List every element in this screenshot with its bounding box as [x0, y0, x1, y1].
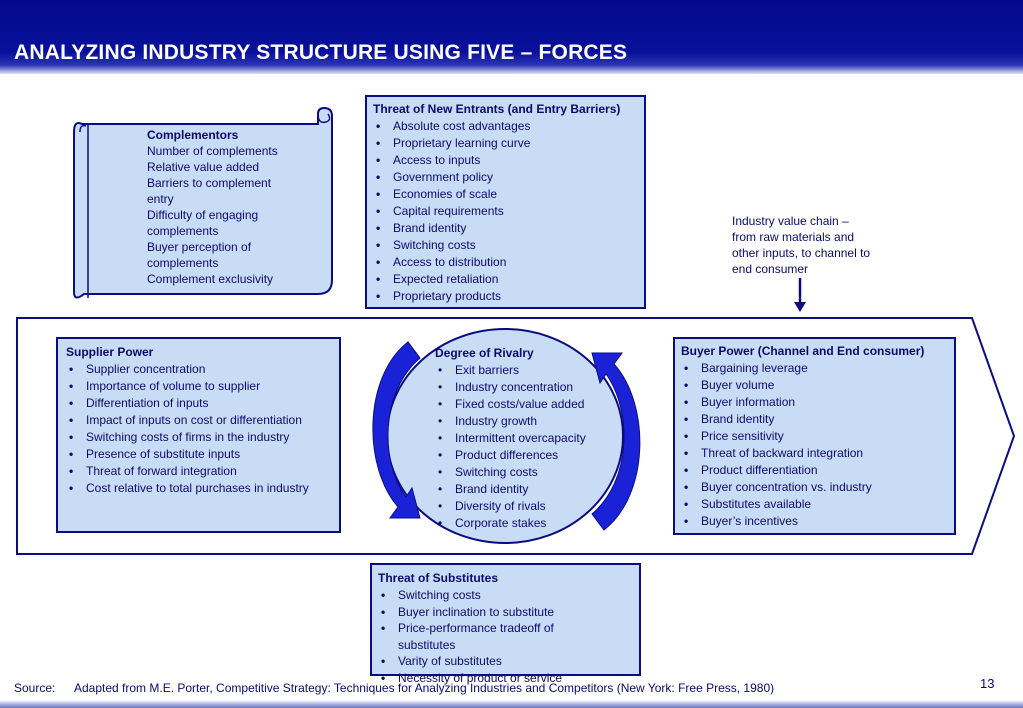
- source-text: Adapted from M.E. Porter, Competitive Strategy: Techniques for Analyzing Industries and Competitors (New York: Free Press, 1980): [74, 681, 775, 695]
- substitutes-item: • Buyer inclination to substitute: [378, 604, 633, 621]
- buyer-power-item: • Buyer information: [681, 394, 948, 411]
- new-entrants-item: • Economies of scale: [373, 186, 638, 203]
- new-entrants-item: • Access to distribution: [373, 254, 638, 271]
- rivalry-item: • Intermittent overcapacity: [438, 431, 586, 445]
- buyer-power-item: • Buyer concentration vs. industry: [681, 479, 948, 496]
- complementors-heading: Complementors: [147, 128, 239, 142]
- rivalry-item: • Exit barriers: [438, 363, 520, 377]
- buyer-power-item: • Buyer’s incentives: [681, 513, 948, 530]
- new-entrants-box: [365, 95, 646, 309]
- new-entrants-item: • Capital requirements: [373, 203, 638, 220]
- complementors-item: complements: [147, 224, 219, 238]
- buyer-power-box: [673, 337, 956, 535]
- supplier-power-item: • Switching costs of firms in the industry: [66, 429, 331, 446]
- buyer-power-item: • Buyer volume: [681, 377, 948, 394]
- buyer-power-item: • Brand identity: [681, 411, 948, 428]
- new-entrants-heading: Threat of New Entrants (and Entry Barriers): [373, 102, 621, 116]
- substitutes-item: • Switching costs: [378, 587, 633, 604]
- supplier-power-item: • Presence of substitute inputs: [66, 446, 331, 463]
- rivalry-item: • Fixed costs/value added: [438, 397, 585, 411]
- rivalry-item: • Product differences: [438, 448, 559, 462]
- substitutes-item: • Price-performance tradeoff of substitutes: [378, 620, 578, 653]
- buyer-power-item: • Product differentiation: [681, 462, 948, 479]
- rivalry-item: • Industry growth: [438, 414, 538, 428]
- complementors-item: entry: [147, 192, 174, 206]
- supplier-power-item: • Impact of inputs on cost or differentiation: [66, 412, 331, 429]
- supplier-power-box: [56, 337, 341, 533]
- complementors-item: Complement exclusivity: [147, 272, 274, 286]
- buyer-power-item: • Threat of backward integration: [681, 445, 948, 462]
- new-entrants-item: • Proprietary products: [373, 288, 638, 305]
- new-entrants-item: • Switching costs: [373, 237, 638, 254]
- new-entrants-item: • Expected retaliation: [373, 271, 638, 288]
- substitutes-heading: Threat of Substitutes: [378, 571, 499, 585]
- buyer-power-item: • Price sensitivity: [681, 428, 948, 445]
- complementors-item: complements: [147, 256, 219, 270]
- down-arrow-icon: [790, 278, 810, 314]
- new-entrants-item: • Proprietary learning curve: [373, 135, 638, 152]
- page-number: 13: [980, 676, 995, 691]
- source-label: Source:: [14, 681, 56, 695]
- new-entrants-item: • Brand identity: [373, 220, 638, 237]
- complementors-item: Relative value added: [147, 160, 260, 174]
- complementors-text: [147, 127, 317, 287]
- new-entrants-item: • Absolute cost advantages: [373, 118, 638, 135]
- rivalry-item: • Corporate stakes: [438, 516, 547, 530]
- buyer-power-item: • Substitutes available: [681, 496, 948, 513]
- substitutes-item: • Necessity of product or service: [378, 670, 633, 687]
- complementors-item: Buyer perception of: [147, 240, 252, 254]
- rivalry-item: • Industry concentration: [438, 380, 574, 394]
- page-title: ANALYZING INDUSTRY STRUCTURE USING FIVE – FORCES: [14, 41, 628, 64]
- supplier-power-item: • Threat of forward integration: [66, 463, 331, 480]
- complementors-item: Barriers to complement: [147, 176, 272, 190]
- complementors-item: Difficulty of engaging: [147, 208, 259, 222]
- footer-bar: [0, 700, 1023, 708]
- supplier-power-item: • Importance of volume to supplier: [66, 378, 331, 395]
- supplier-power-item: • Supplier concentration: [66, 361, 331, 378]
- complementors-item: Number of complements: [147, 144, 278, 158]
- supplier-power-item: • Cost relative to total purchases in industry: [66, 480, 331, 497]
- rivalry-item: • Switching costs: [438, 465, 538, 479]
- buyer-power-heading: Buyer Power (Channel and End consumer): [681, 344, 925, 358]
- rivalry-text: [435, 345, 610, 532]
- rivalry-item: • Diversity of rivals: [438, 499, 546, 513]
- substitutes-box: [370, 563, 641, 685]
- value-chain-note: Industry value chain – from raw materials and other inputs, to channel to end consumer: [732, 214, 871, 276]
- supplier-power-item: • Differentiation of inputs: [66, 395, 331, 412]
- rivalry-item: • Brand identity: [438, 482, 529, 496]
- buyer-power-item: • Bargaining leverage: [681, 360, 948, 377]
- new-entrants-item: • Government policy: [373, 169, 638, 186]
- new-entrants-item: • Access to inputs: [373, 152, 638, 169]
- supplier-power-heading: Supplier Power: [66, 345, 154, 359]
- substitutes-item: • Varity of substitutes: [378, 653, 633, 670]
- rivalry-heading: Degree of Rivalry: [435, 346, 534, 360]
- source-footnote: [14, 681, 774, 695]
